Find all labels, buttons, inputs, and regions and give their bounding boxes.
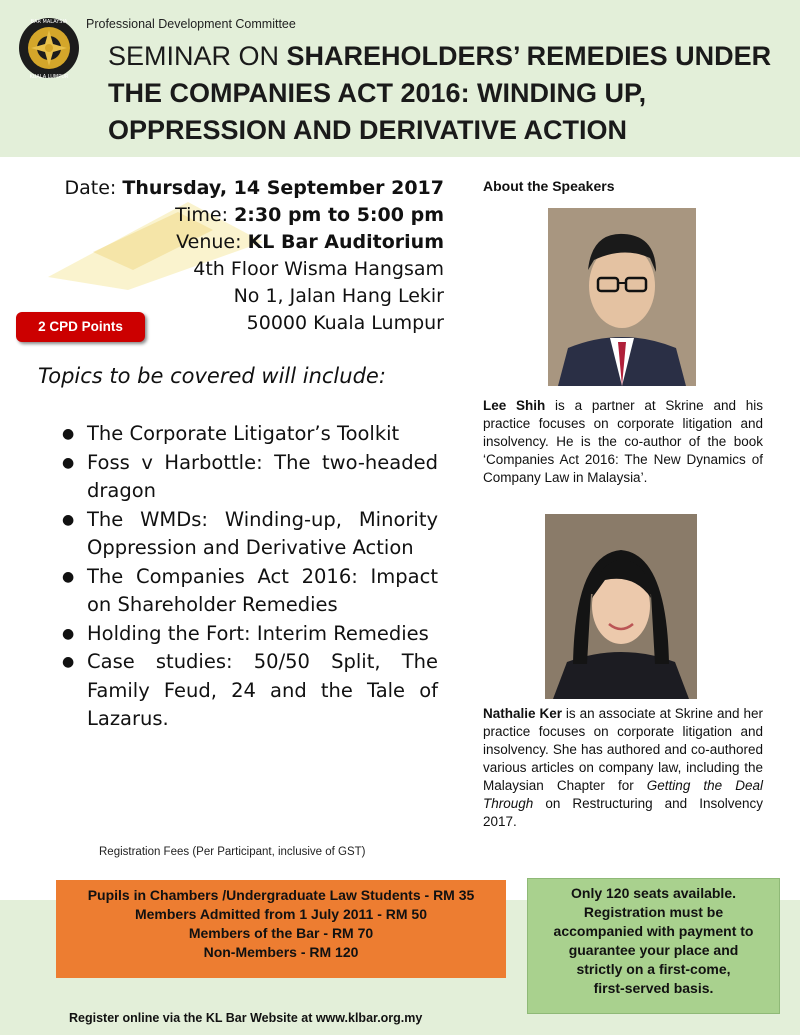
venue-value: KL Bar Auditorium xyxy=(247,231,444,253)
speaker-bio-nathalie-ker: Nathalie Ker is an associate at Skrine and her practice focuses on corporate litigation and insolvency. She has authored and co-authored various articles on company law, including the Malaysian Chapter for Getting the Deal Through on Restructuring and Insolvency 2017. xyxy=(483,706,764,829)
venue-line xyxy=(60,229,444,256)
speaker1-name: Lee Shih xyxy=(483,398,546,413)
svg-text:KUALA LUMPUR: KUALA LUMPUR xyxy=(29,74,69,80)
time-line xyxy=(60,202,444,229)
address-line-3: 50000 Kuala Lumpur xyxy=(246,312,444,334)
title-lead: SEMINAR ON xyxy=(108,41,287,71)
committee-name: Professional Development Committee xyxy=(86,17,296,31)
seminar-title xyxy=(108,38,798,149)
topic-item: ● The Corporate Litigator’s Toolkit xyxy=(60,420,438,449)
date-value: Thursday, 14 September 2017 xyxy=(122,177,444,199)
date-label: Date: xyxy=(64,177,123,199)
title-main: SHAREHOLDERS’ REMEDIES UNDER THE COMPANIES ACT 2016: WINDING UP, OPPRESSION AND DERIVATIVE ACTION xyxy=(108,41,772,145)
seats-line: Registration must be xyxy=(583,904,724,920)
topic-item: ● The WMDs: Winding-up, Minority Oppression and Derivative Action xyxy=(62,507,438,559)
topic-item: ● The Companies Act 2016: Impact on Shareholder Remedies xyxy=(62,564,438,616)
registration-fees-box xyxy=(56,880,506,978)
bullet-icon: ● xyxy=(62,625,75,642)
seats-line: accompanied with payment to xyxy=(553,923,754,939)
topic-item: ● Foss v Harbottle: The two-headed dragon xyxy=(62,450,438,502)
kl-bar-logo xyxy=(18,14,80,82)
cpd-points-badge: 2 CPD Points xyxy=(16,312,145,342)
bullet-icon: ● xyxy=(62,568,75,585)
fee-line: Members Admitted from 1 July 2011 - RM 50 xyxy=(134,906,428,922)
speaker-photo-nathalie-ker xyxy=(545,514,697,699)
seats-line: guarantee your place and xyxy=(568,942,739,958)
seats-line: Only 120 seats available. xyxy=(571,885,736,901)
address-line-2: No 1, Jalan Hang Lekir xyxy=(233,285,444,307)
fee-line: Pupils in Chambers /Undergraduate Law Students - RM 35 xyxy=(87,887,475,903)
topic-item: ● Holding the Fort: Interim Remedies xyxy=(60,620,438,649)
fee-line: Members of the Bar - RM 70 xyxy=(188,925,374,941)
bullet-icon: ● xyxy=(62,654,75,670)
seats-notice-box xyxy=(527,878,780,1014)
speakers-heading: About the Speakers xyxy=(483,178,615,194)
speaker-photo-lee-shih xyxy=(548,208,696,386)
seats-line: strictly on a first-come, xyxy=(576,961,731,977)
fees-caption: Registration Fees (Per Participant, inclusive of GST) xyxy=(99,846,366,858)
svg-text:BAR MALAYSIA: BAR MALAYSIA xyxy=(30,19,68,25)
bullet-icon: ● xyxy=(62,426,75,442)
date-line xyxy=(60,175,444,202)
bullet-icon: ● xyxy=(62,454,75,471)
time-label: Time: xyxy=(175,204,235,226)
venue-label: Venue: xyxy=(176,231,248,253)
speaker-bio-lee-shih: Lee Shih is a partner at Skrine and his practice focuses on corporate litigation and insolvency. He is the co-author of the book ‘Companies Act 2016: The New Dynamics of Company Law in Malaysia’. xyxy=(483,398,763,485)
address-line-1: 4th Floor Wisma Hangsam xyxy=(193,258,444,280)
seats-line: first-served basis. xyxy=(593,980,714,996)
topics-list xyxy=(60,420,438,734)
time-value: 2:30 pm to 5:00 pm xyxy=(234,204,444,226)
speaker2-name: Nathalie Ker xyxy=(483,706,562,721)
fee-line: Non-Members - RM 120 xyxy=(203,944,359,960)
register-online-link[interactable]: Register online via the KL Bar Website at www.klbar.org.my xyxy=(69,1011,423,1025)
topic-item: ● Case studies: 50/50 Split, The Family Feud, 24 and the Tale of Lazarus. xyxy=(62,650,438,730)
topics-heading: Topics to be covered will include: xyxy=(38,364,386,388)
bullet-icon: ● xyxy=(62,511,75,528)
